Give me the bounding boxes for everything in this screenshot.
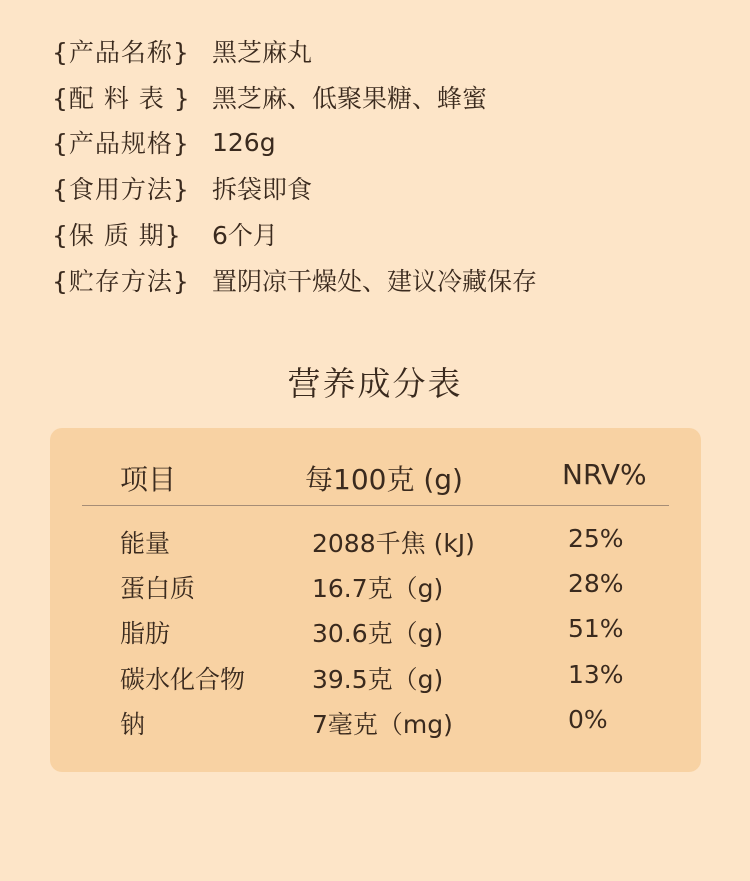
info-value: 黑芝麻丸 bbox=[212, 37, 313, 67]
table-divider bbox=[82, 505, 669, 506]
cell-item: 钠 bbox=[120, 710, 146, 739]
cell-item: 能量 bbox=[120, 529, 171, 558]
cell-amount: 16.7克（g) bbox=[312, 574, 444, 603]
cell-amount: 7毫克（mg) bbox=[312, 710, 453, 739]
cell-nrv: 28% bbox=[568, 569, 624, 598]
table-row bbox=[50, 614, 701, 659]
table-row bbox=[50, 705, 701, 750]
cell-nrv: 13% bbox=[568, 660, 624, 689]
cell-amount: 2088千焦 (kJ) bbox=[312, 529, 475, 558]
cell-nrv: 25% bbox=[568, 524, 624, 553]
nutrition-title: 营养成分表 bbox=[287, 364, 463, 403]
cell-item: 碳水化合物 bbox=[120, 665, 246, 694]
info-row-spec bbox=[52, 120, 537, 166]
product-info-list bbox=[52, 28, 537, 303]
info-row-name bbox=[52, 28, 537, 74]
info-label: {贮存方法} bbox=[52, 266, 190, 296]
cell-amount: 30.6克（g) bbox=[312, 619, 444, 648]
info-value: 黑芝麻、低聚果糖、蜂蜜 bbox=[212, 83, 488, 113]
info-row-storage bbox=[52, 257, 537, 303]
table-row bbox=[50, 524, 701, 569]
info-row-shelf-life bbox=[52, 211, 537, 257]
nutrition-table bbox=[50, 428, 701, 772]
info-value: 置阴凉干燥处、建议冷藏保存 bbox=[212, 266, 538, 296]
header-item: 项目 bbox=[120, 463, 177, 496]
info-label: {产品规格} bbox=[52, 129, 190, 159]
table-row bbox=[50, 569, 701, 614]
table-row bbox=[50, 660, 701, 705]
info-label: {配 料 表 } bbox=[52, 83, 191, 113]
cell-amount: 39.5克（g) bbox=[312, 665, 444, 694]
cell-nrv: 0% bbox=[568, 705, 608, 734]
info-value: 拆袋即食 bbox=[212, 175, 313, 205]
info-label: {食用方法} bbox=[52, 175, 190, 205]
cell-item: 脂肪 bbox=[120, 619, 171, 648]
info-label: {保 质 期} bbox=[52, 221, 182, 251]
cell-item: 蛋白质 bbox=[120, 574, 196, 603]
header-per-100g: 每100克 (g) bbox=[305, 463, 463, 496]
info-row-usage bbox=[52, 165, 537, 211]
info-value: 126g bbox=[212, 127, 276, 157]
header-nrv: NRV% bbox=[562, 458, 647, 491]
info-label: {产品名称} bbox=[52, 37, 190, 67]
info-row-ingredients bbox=[52, 74, 537, 120]
info-value: 6个月 bbox=[212, 221, 278, 251]
cell-nrv: 51% bbox=[568, 614, 624, 643]
